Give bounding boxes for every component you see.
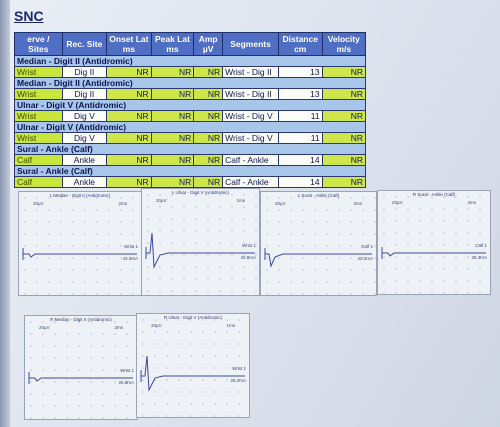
table-cell: Calf [15, 155, 63, 166]
table-cell: Dig V [62, 133, 106, 144]
site-label: Wrist 1 [124, 244, 138, 249]
trace-line [23, 254, 137, 257]
table-cell: NR [151, 177, 194, 188]
gain-label: 20µV [275, 201, 286, 206]
gain-label: 20µV [33, 201, 44, 206]
col-header: Velocity m/s [322, 33, 365, 56]
table-cell: NR [322, 177, 365, 188]
gain-label: 20µV [156, 198, 167, 203]
col-header: Peak Lat ms [151, 33, 194, 56]
table-cell: Wrist - Dig V [223, 111, 279, 122]
col-header: Rec. Site [62, 33, 106, 56]
table-cell: Dig V [62, 111, 106, 122]
table-cell: NR [107, 111, 152, 122]
table-row [15, 133, 366, 144]
site-label: Calf 1 [361, 244, 373, 249]
waveform-title: L Sural - Ankle (Calf) [297, 193, 340, 198]
table-cell: NR [107, 67, 152, 78]
table-cell: Wrist [15, 67, 63, 78]
table-cell: Ankle [62, 155, 106, 166]
group-label: Sural - Ankle (Calf) [15, 144, 366, 155]
table-cell: NR [194, 89, 223, 100]
trace-line [146, 233, 255, 267]
table-cell: 13 [278, 89, 322, 100]
group-label: Ulnar - Digit V (Antidromic) [15, 122, 366, 133]
waveform-panel [377, 190, 491, 295]
table-cell: 11 [278, 111, 322, 122]
table-row [15, 89, 366, 100]
table-cell: NR [107, 133, 152, 144]
sweep-label: 1ms [226, 323, 235, 328]
table-cell: 14 [278, 155, 322, 166]
group-label: Sural - Ankle (Calf) [15, 166, 366, 177]
table-cell: NR [194, 177, 223, 188]
table-row [15, 177, 366, 188]
col-header: Onset Lat ms [107, 33, 152, 56]
table-cell: Calf - Ankle [223, 177, 279, 188]
waveform-trace [142, 189, 259, 295]
stim-label: 43.3mA [122, 256, 138, 261]
table-cell: NR [194, 67, 223, 78]
table-cell: NR [107, 177, 152, 188]
table-cell: NR [151, 89, 194, 100]
group-row [15, 122, 366, 133]
waveform-trace [378, 191, 490, 294]
table-cell: NR [107, 89, 152, 100]
col-header: Segments [223, 33, 279, 56]
sweep-label: 1ms [236, 198, 245, 203]
table-cell: Wrist - Dig II [223, 89, 279, 100]
table-cell: Wrist - Dig V [223, 133, 279, 144]
table-cell: 11 [278, 133, 322, 144]
snc-table [14, 32, 366, 188]
table-cell: NR [151, 133, 194, 144]
table-cell: 13 [278, 67, 322, 78]
waveform-panel [260, 191, 377, 296]
waveform-panel [18, 191, 142, 296]
waveform-title: R Median - Digit II (Antidromic) [50, 317, 112, 322]
table-cell: 14 [278, 177, 322, 188]
table-cell: NR [322, 111, 365, 122]
section-title: SNC [14, 8, 44, 24]
table-cell: Wrist [15, 89, 63, 100]
header-row [15, 33, 366, 56]
waveform-title: R Ulnar - Digit V (Antidromic) [163, 315, 222, 320]
snc-table-body [15, 56, 366, 188]
table-cell: NR [151, 111, 194, 122]
table-cell: Wrist [15, 111, 63, 122]
binder-edge [0, 0, 10, 427]
sweep-label: 2ms [118, 201, 127, 206]
table-row [15, 111, 366, 122]
stim-label: 40.8mA [240, 255, 256, 260]
waveform-trace [19, 192, 141, 295]
trace-line [265, 254, 372, 266]
table-cell: Wrist [15, 133, 63, 144]
col-header: Distance cm [278, 33, 322, 56]
table-cell: Wrist - Dig II [223, 67, 279, 78]
trace-line [29, 378, 133, 381]
table-cell: NR [194, 155, 223, 166]
table-cell: NR [322, 133, 365, 144]
table-cell: NR [194, 111, 223, 122]
sweep-label: 2ms [114, 325, 123, 330]
stim-label: 42.2mA [357, 256, 373, 261]
group-row [15, 56, 366, 67]
table-cell: Calf [15, 177, 63, 188]
table-cell: NR [194, 133, 223, 144]
gain-label: 20µV [151, 323, 162, 328]
waveform-title: L Ulnar - Digit V (Antidromic) [171, 190, 230, 195]
site-label: Wrist 1 [232, 366, 246, 371]
waveform-title: L Median - Digit II (Antidromic) [49, 193, 111, 198]
table-row [15, 155, 366, 166]
col-header: Amp µV [194, 33, 223, 56]
waveform-panel [136, 313, 250, 418]
table-row [15, 67, 366, 78]
group-label: Median - Digit II (Antidromic) [15, 78, 366, 89]
trace-line [141, 356, 245, 390]
stim-label: 28.2mA [230, 378, 246, 383]
table-cell: NR [151, 155, 194, 166]
snc-table-head [15, 33, 366, 56]
trace-line [382, 253, 486, 256]
col-header: erve / Sites [15, 33, 63, 56]
sweep-label: 2ms [467, 200, 476, 205]
table-cell: Ankle [62, 177, 106, 188]
table-cell: NR [322, 89, 365, 100]
group-row [15, 144, 366, 155]
stim-label: 26.6mA [118, 380, 134, 385]
table-cell: Calf - Ankle [223, 155, 279, 166]
stim-label: 38.4mA [471, 255, 487, 260]
table-cell: NR [322, 155, 365, 166]
table-cell: NR [107, 155, 152, 166]
group-row [15, 166, 366, 177]
group-row [15, 100, 366, 111]
gain-label: 20µV [392, 200, 403, 205]
gain-label: 20µV [39, 325, 50, 330]
site-label: Calf 1 [475, 243, 487, 248]
table-cell: NR [151, 67, 194, 78]
table-cell: Dig II [62, 89, 106, 100]
waveform-panel [141, 188, 260, 296]
waveform-trace [261, 192, 376, 295]
group-label: Median - Digit II (Antidromic) [15, 56, 366, 67]
sweep-label: 2ms [353, 201, 362, 206]
waveform-panel [24, 315, 138, 420]
table-cell: NR [322, 67, 365, 78]
group-label: Ulnar - Digit V (Antidromic) [15, 100, 366, 111]
site-label: Wrist 1 [120, 368, 134, 373]
site-label: Wrist 1 [242, 243, 256, 248]
group-row [15, 78, 366, 89]
table-cell: Dig II [62, 67, 106, 78]
waveform-title: R Sural - Ankle (Calf) [412, 192, 456, 197]
